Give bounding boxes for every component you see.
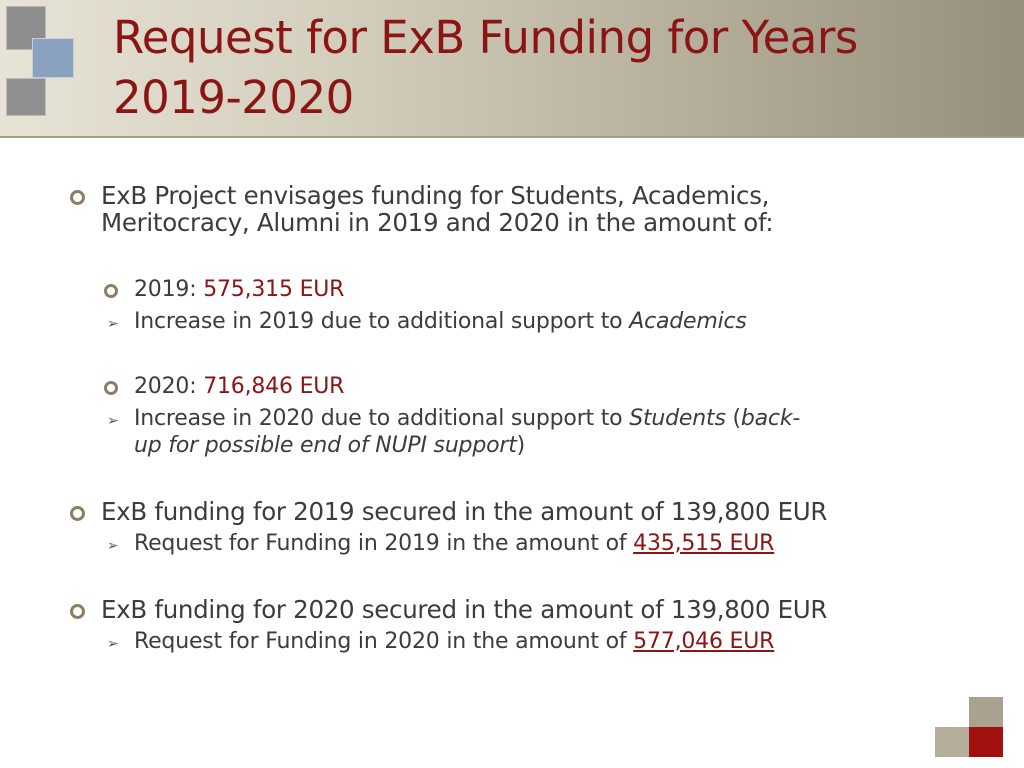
year-label: 2020: bbox=[134, 374, 204, 399]
year-2020-item bbox=[134, 374, 344, 399]
amount-value: 716,846 EUR bbox=[203, 374, 345, 399]
circle-bullet-icon bbox=[70, 190, 85, 205]
arrow-bullet-icon: ➢ bbox=[107, 636, 119, 652]
paren: ( bbox=[725, 406, 741, 431]
circle-bullet-icon bbox=[104, 381, 118, 395]
increase-reason-2020-cont bbox=[134, 433, 525, 458]
increase-reason-2020 bbox=[134, 406, 800, 431]
bullet-text: ExB funding for 2019 secured in the amount of 139,800 EUR bbox=[101, 497, 828, 526]
reason-target: Students bbox=[629, 406, 726, 431]
bullet-text: Meritocracy, Alumni in 2019 and 2020 in the amount of: bbox=[101, 208, 774, 237]
circle-bullet-icon bbox=[104, 284, 118, 298]
corner-decoration bbox=[935, 727, 969, 757]
funding-request-2020 bbox=[134, 629, 774, 654]
bullet-text: ExB Project envisages funding for Students, Academics, bbox=[101, 181, 770, 210]
reason-text: Increase in 2020 due to additional support to bbox=[134, 406, 630, 431]
reason-target: Academics bbox=[629, 309, 747, 334]
arrow-bullet-icon: ➢ bbox=[107, 538, 119, 554]
year-2019-item bbox=[134, 277, 344, 302]
arrow-bullet-icon: ➢ bbox=[107, 413, 119, 429]
reason-note: back- bbox=[740, 406, 801, 431]
paren: ) bbox=[516, 433, 526, 458]
reason-text: Increase in 2019 due to additional support to bbox=[134, 309, 630, 334]
reason-note: up for possible end of NUPI support bbox=[134, 433, 517, 458]
corner-decoration bbox=[969, 727, 1003, 757]
amount-link[interactable]: 435,515 EUR bbox=[633, 531, 775, 556]
circle-bullet-icon bbox=[70, 604, 85, 619]
request-text: Request for Funding in 2019 in the amount of bbox=[134, 531, 634, 556]
slide-title-line-1: Request for ExB Funding for Years bbox=[113, 11, 858, 64]
year-label: 2019: bbox=[134, 277, 204, 302]
request-text: Request for Funding in 2020 in the amount of bbox=[134, 629, 634, 654]
slide-title-line-2: 2019-2020 bbox=[113, 71, 354, 124]
amount-value: 575,315 EUR bbox=[203, 277, 345, 302]
amount-link[interactable]: 577,046 EUR bbox=[633, 629, 775, 654]
bullet-text: ExB funding for 2020 secured in the amount of 139,800 EUR bbox=[101, 595, 828, 624]
arrow-bullet-icon: ➢ bbox=[107, 316, 119, 332]
corner-decoration bbox=[969, 697, 1003, 727]
increase-reason-2019 bbox=[134, 309, 747, 334]
circle-bullet-icon bbox=[70, 506, 85, 521]
funding-request-2019 bbox=[134, 531, 774, 556]
